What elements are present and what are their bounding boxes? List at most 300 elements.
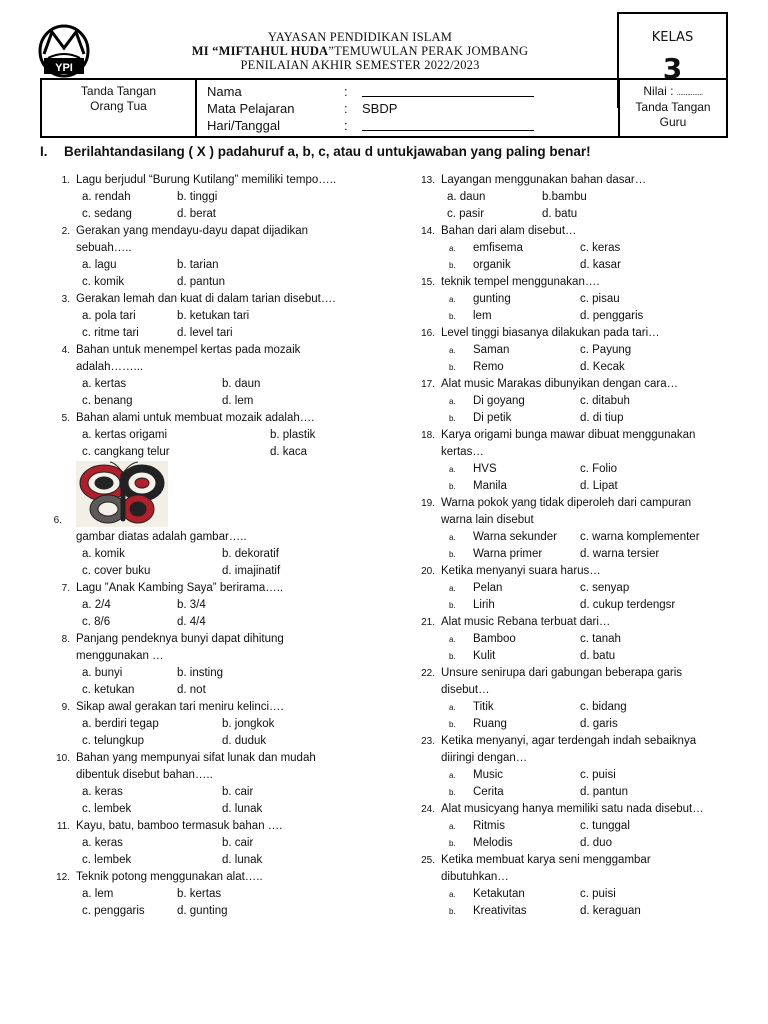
option-a[interactable]: [449, 240, 523, 257]
option-d[interactable]: d. not: [177, 684, 206, 696]
question-number: 7.: [61, 583, 70, 594]
question-15: [405, 274, 735, 325]
option-d[interactable]: d. garis: [580, 718, 618, 730]
option-letter: b.: [449, 312, 456, 321]
question-number: 5.: [61, 413, 70, 424]
option-text: Pelan: [473, 582, 503, 594]
options-row: [40, 427, 392, 444]
options-row: [405, 189, 735, 206]
option-c[interactable]: c. telungkup: [82, 735, 145, 747]
question-text-line: [40, 223, 392, 240]
option-c[interactable]: c. ritme tari: [82, 327, 139, 339]
question-text-line: [405, 852, 735, 869]
question-14: [405, 223, 735, 274]
options-row: [405, 580, 735, 597]
option-text: organik: [473, 259, 511, 271]
question-number: 1.: [61, 175, 70, 186]
nilai-field[interactable]: ...............: [676, 88, 703, 97]
option-text: Di petik: [473, 412, 512, 424]
instruction: [40, 144, 740, 159]
option-letter: a.: [449, 822, 456, 831]
question-number: 12.: [56, 872, 70, 883]
option-a[interactable]: [449, 886, 525, 903]
option-b[interactable]: [449, 835, 513, 852]
option-d[interactable]: d. lunak: [222, 803, 263, 815]
option-a[interactable]: [449, 631, 516, 648]
options-row: [40, 784, 392, 801]
question-17: [405, 376, 735, 427]
question-text: adalah……...: [76, 361, 144, 373]
option-text: Manila: [473, 480, 507, 492]
option-d[interactable]: d. di tiup: [580, 412, 624, 424]
question-text: Alat music Marakas dibunyikan dengan cara…: [441, 378, 679, 390]
question-text: Bahan dari alam disebut…: [441, 225, 577, 237]
options-row: [405, 546, 735, 563]
option-a[interactable]: a. keras: [82, 786, 123, 798]
option-c[interactable]: c. cangkang telur: [82, 446, 170, 458]
question-text-line: [40, 359, 392, 376]
option-letter: b.: [449, 482, 456, 491]
option-d[interactable]: d. batu: [580, 650, 616, 662]
option-d[interactable]: d. batu: [542, 208, 578, 220]
option-b[interactable]: b. insting: [177, 667, 224, 679]
question-text: Unsure senirupa dari gabungan beberapa garis: [441, 667, 683, 679]
option-d[interactable]: d. duduk: [222, 735, 267, 747]
option-c[interactable]: c. puisi: [580, 769, 616, 781]
school-name-line: [100, 44, 620, 58]
question-text: Warna pokok yang tidak diperoleh dari campuran: [441, 497, 692, 509]
option-letter: a.: [449, 771, 456, 780]
option-c[interactable]: c. Payung: [580, 344, 632, 356]
nama-field[interactable]: [362, 96, 534, 97]
question-4: [40, 342, 392, 410]
option-c[interactable]: c. senyap: [580, 582, 630, 594]
student-details-cell: [197, 80, 620, 136]
option-a[interactable]: a. kertas: [82, 378, 127, 390]
question-number: 2.: [61, 226, 70, 237]
question-number: 23.: [421, 736, 435, 747]
hari-colon: :: [344, 118, 348, 133]
mapel-colon: :: [344, 101, 348, 116]
option-text: Music: [473, 769, 504, 781]
option-letter: b.: [449, 601, 456, 610]
option-c[interactable]: c. cover buku: [82, 565, 151, 577]
option-text: Ritmis: [473, 820, 505, 832]
question-16: [405, 325, 735, 376]
option-a[interactable]: [449, 529, 557, 546]
option-letter: b.: [449, 363, 456, 372]
option-b[interactable]: [449, 410, 511, 427]
question-text-line: [40, 767, 392, 784]
option-a[interactable]: [449, 580, 502, 597]
question-text-line: [405, 733, 735, 750]
option-a[interactable]: [449, 342, 509, 359]
question-text-line: [40, 648, 392, 665]
option-a[interactable]: a. kertas origami: [82, 429, 168, 441]
option-text: Kreativitas: [473, 905, 527, 917]
question-text: warna lain disebut: [441, 514, 534, 526]
option-letter: b.: [449, 550, 456, 559]
options-row: [40, 886, 392, 903]
option-text: Kulit: [473, 650, 496, 662]
option-a[interactable]: [449, 291, 511, 308]
option-a[interactable]: [449, 461, 497, 478]
question-12: [40, 869, 392, 920]
question-number: 11.: [56, 821, 70, 832]
options-row: [405, 291, 735, 308]
question-8: [40, 631, 392, 699]
question-text-line: [405, 665, 735, 682]
question-text: Lagu berjudul “Burung Kutilang” memiliki tempo…..: [76, 174, 337, 186]
question-text-line: [40, 750, 392, 767]
question-text-line: [405, 325, 735, 342]
option-letter: b.: [449, 788, 456, 797]
question-text: Karya origami bunga mawar dibuat menggunakan: [441, 429, 696, 441]
question-number: 25.: [421, 855, 435, 866]
options-row: [40, 274, 392, 291]
question-number: 4.: [61, 345, 70, 356]
option-text: Ruang: [473, 718, 507, 730]
question-text-line: [40, 818, 392, 835]
option-c[interactable]: c. penggaris: [82, 905, 145, 917]
options-row: [40, 189, 392, 206]
option-d[interactable]: d. Lipat: [580, 480, 618, 492]
question-24: [405, 801, 735, 852]
question-text: teknik tempel menggunakan….: [441, 276, 600, 288]
option-a[interactable]: [449, 767, 503, 784]
option-b[interactable]: [449, 257, 511, 274]
question-text: Teknik potong menggunakan alat…..: [76, 871, 263, 883]
option-letter: a.: [449, 295, 456, 304]
option-b[interactable]: b. tarian: [177, 259, 219, 271]
option-b[interactable]: b. plastik: [270, 429, 316, 441]
option-text: gunting: [473, 293, 511, 305]
option-b[interactable]: b. cair: [222, 837, 254, 849]
option-c[interactable]: c. tunggal: [580, 820, 630, 832]
options-row: [40, 852, 392, 869]
question-text: menggunakan …: [76, 650, 164, 662]
question-text-line: [405, 376, 735, 393]
option-d[interactable]: d. 4/4: [177, 616, 206, 628]
option-d[interactable]: d. lunak: [222, 854, 263, 866]
question-text-line: [405, 614, 735, 631]
question-text-line: [40, 869, 392, 886]
option-a[interactable]: [449, 699, 494, 716]
parent-signature-label: Tanda Tangan: [80, 84, 157, 98]
question-6: [40, 461, 392, 580]
option-c[interactable]: c. sedang: [82, 208, 132, 220]
question-number: 22.: [421, 668, 435, 679]
option-c[interactable]: c. lembek: [82, 803, 132, 815]
option-b[interactable]: [449, 784, 504, 801]
score-cell: [620, 80, 726, 136]
option-a[interactable]: [449, 393, 525, 410]
option-letter: b.: [449, 414, 456, 423]
question-text-line: [405, 869, 735, 886]
option-b[interactable]: b. daun: [222, 378, 261, 390]
options-row: [40, 376, 392, 393]
option-d[interactable]: d. penggaris: [580, 310, 644, 322]
options-row: [40, 546, 392, 563]
options-row: [405, 410, 735, 427]
question-text-line: [405, 563, 735, 580]
question-11: [40, 818, 392, 869]
foundation-name: YAYASAN PENDIDIKAN ISLAM: [267, 30, 453, 44]
option-letter: a.: [449, 584, 456, 593]
question-text: Gerakan lemah dan kuat di dalam tarian disebut….: [76, 293, 336, 305]
option-d[interactable]: d. warna tersier: [580, 548, 660, 560]
option-b[interactable]: [449, 308, 492, 325]
option-b[interactable]: b.bambu: [542, 191, 587, 203]
question-text-line: [405, 750, 735, 767]
options-row: [40, 665, 392, 682]
question-number: 8.: [61, 634, 70, 645]
hari-label: Hari/Tanggal: [207, 118, 280, 133]
question-text-line: [40, 529, 392, 546]
options-row: [405, 903, 735, 920]
options-row: [40, 835, 392, 852]
option-c[interactable]: c. pisau: [580, 293, 620, 305]
option-b[interactable]: [449, 597, 495, 614]
option-b[interactable]: b. cair: [222, 786, 254, 798]
option-d[interactable]: d. level tari: [177, 327, 233, 339]
question-text-line: [405, 444, 735, 461]
options-row: [405, 886, 735, 903]
options-row: [40, 444, 392, 461]
option-d[interactable]: d. lem: [222, 395, 254, 407]
option-c[interactable]: c. bidang: [580, 701, 627, 713]
option-letter: b.: [449, 839, 456, 848]
question-text: disebut…: [441, 684, 490, 696]
option-a[interactable]: a. pola tari: [82, 310, 136, 322]
question-2: [40, 223, 392, 291]
question-number: 18.: [421, 430, 435, 441]
question-text: kertas…: [441, 446, 484, 458]
option-a[interactable]: a. 2/4: [82, 599, 111, 611]
option-b[interactable]: b. jongkok: [222, 718, 275, 730]
option-c[interactable]: c. puisi: [580, 888, 616, 900]
options-row: [405, 699, 735, 716]
option-letter: a.: [449, 346, 456, 355]
mapel-row: [207, 101, 607, 118]
options-row: [40, 206, 392, 223]
question-text-line: [40, 631, 392, 648]
option-d[interactable]: d. imajinatif: [222, 565, 281, 577]
nilai-row: [620, 84, 726, 100]
option-d[interactable]: d. pantun: [177, 276, 225, 288]
option-d[interactable]: d. cukup terdengsr: [580, 599, 676, 611]
question-20: [405, 563, 735, 614]
option-c[interactable]: c. tanah: [580, 633, 621, 645]
option-c[interactable]: c. ditabuh: [580, 395, 630, 407]
options-row: [40, 325, 392, 342]
question-text: Sikap awal gerakan tari meniru kelinci….: [76, 701, 284, 713]
options-row: [405, 478, 735, 495]
option-d[interactable]: d. berat: [177, 208, 216, 220]
question-text-line: [40, 172, 392, 189]
option-c[interactable]: c. keras: [580, 242, 621, 254]
option-c[interactable]: c. 8/6: [82, 616, 111, 628]
option-text: Warna sekunder: [473, 531, 557, 543]
questions-left-column: [40, 172, 392, 920]
option-letter: a.: [449, 244, 456, 253]
nama-label: Nama: [207, 84, 242, 99]
option-text: Remo: [473, 361, 504, 373]
question-10: [40, 750, 392, 818]
question-text: dibentuk disebut bahan…..: [76, 769, 213, 781]
question-number: 13.: [421, 175, 435, 186]
question-text: Ketika membuat karya seni menggambar: [441, 854, 651, 866]
question-text: Kayu, batu, bamboo termasuk bahan ….: [76, 820, 283, 832]
option-c[interactable]: c. Folio: [580, 463, 618, 475]
option-d[interactable]: d. duo: [580, 837, 612, 849]
question-22: [405, 665, 735, 733]
options-row: [405, 648, 735, 665]
option-c[interactable]: c. lembek: [82, 854, 132, 866]
option-b[interactable]: [449, 716, 507, 733]
question-number: 16.: [421, 328, 435, 339]
option-a[interactable]: a. daun: [447, 191, 486, 203]
question-text: gambar diatas adalah gambar…..: [76, 531, 247, 543]
option-b[interactable]: [449, 648, 495, 665]
question-text: Bahan yang mempunyai sifat lunak dan mudah: [76, 752, 316, 764]
question-number: 3.: [61, 294, 70, 305]
question-text: Bahan untuk menempel kertas pada mozaik: [76, 344, 301, 356]
option-text: Lirih: [473, 599, 495, 611]
option-a[interactable]: a. komik: [82, 548, 125, 560]
options-row: [40, 903, 392, 920]
options-row: [40, 597, 392, 614]
options-row: [40, 614, 392, 631]
option-b[interactable]: b. tinggi: [177, 191, 218, 203]
kelas-label: KELAS: [651, 30, 694, 45]
teacher-signature-label: Tanda Tangan: [635, 100, 711, 114]
question-text: Panjang pendeknya bunyi dapat dihitung: [76, 633, 284, 645]
option-a[interactable]: a. berdiri tegap: [82, 718, 159, 730]
option-b[interactable]: [449, 478, 507, 495]
option-a[interactable]: a. lagu: [82, 259, 117, 271]
school-header: [100, 30, 620, 72]
question-text: Gerakan yang mendayu-dayu dapat dijadikan: [76, 225, 309, 237]
options-row: [405, 784, 735, 801]
options-row: [40, 801, 392, 818]
kelas-value: 3: [662, 52, 683, 85]
option-d[interactable]: d. kaca: [270, 446, 308, 458]
option-c[interactable]: c. pasir: [447, 208, 485, 220]
options-row: [405, 529, 735, 546]
question-text-line: [40, 291, 392, 308]
option-text: lem: [473, 310, 492, 322]
option-d[interactable]: d. gunting: [177, 905, 228, 917]
question-18: [405, 427, 735, 495]
option-d[interactable]: d. kasar: [580, 259, 621, 271]
option-b[interactable]: [449, 546, 542, 563]
question-text: Layangan menggunakan bahan dasar…: [441, 174, 647, 186]
nilai-label: Nilai :: [643, 84, 674, 98]
exam-title: PENILAIAN AKHIR SEMESTER 2022/2023: [240, 58, 480, 72]
options-row: [40, 257, 392, 274]
option-a[interactable]: a. lem: [82, 888, 114, 900]
question-text: Ketika menyanyi, agar terdengah indah sebaiknya: [441, 735, 697, 747]
question-text: diiringi dengan…: [441, 752, 528, 764]
question-text-line: [405, 427, 735, 444]
option-c[interactable]: c. benang: [82, 395, 133, 407]
option-letter: b.: [449, 652, 456, 661]
mapel-value: SBDP: [362, 101, 398, 116]
option-b[interactable]: [449, 359, 504, 376]
hari-field[interactable]: [362, 130, 534, 131]
question-number: 14.: [421, 226, 435, 237]
options-row: [405, 206, 735, 223]
option-a[interactable]: a. rendah: [82, 191, 131, 203]
question-text-line: [405, 801, 735, 818]
options-row: [405, 359, 735, 376]
question-text-line: [405, 172, 735, 189]
question-5: [40, 410, 392, 461]
question-text: dibutuhkan…: [441, 871, 509, 883]
options-row: [40, 563, 392, 580]
question-text-line: [405, 223, 735, 240]
options-row: [405, 835, 735, 852]
option-c[interactable]: c. warna komplementer: [580, 531, 700, 543]
option-b[interactable]: b. 3/4: [177, 599, 206, 611]
option-text: Melodis: [473, 837, 513, 849]
question-21: [405, 614, 735, 665]
option-text: Warna primer: [473, 548, 543, 560]
question-text: Ketika menyanyi suara harus…: [441, 565, 601, 577]
mapel-label: Mata Pelajaran: [207, 101, 295, 116]
question-number: 6.: [53, 515, 62, 526]
question-number: 20.: [421, 566, 435, 577]
school-suffix: ”TEMUWULAN PERAK JOMBANG: [328, 44, 529, 58]
parent-label: Orang Tua: [90, 99, 147, 113]
option-d[interactable]: d. keraguan: [580, 905, 641, 917]
option-b[interactable]: b. ketukan tari: [177, 310, 250, 322]
question-text-line: [40, 699, 392, 716]
question-7: [40, 580, 392, 631]
options-row: [405, 240, 735, 257]
options-row: [40, 733, 392, 750]
options-row: [405, 461, 735, 478]
question-13: [405, 172, 735, 223]
question-number: 9.: [61, 702, 70, 713]
option-c[interactable]: c. ketukan: [82, 684, 135, 696]
question-19: [405, 495, 735, 563]
question-25: [405, 852, 735, 920]
options-row: [40, 716, 392, 733]
options-row: [405, 597, 735, 614]
question-number: 24.: [421, 804, 435, 815]
option-b[interactable]: b. kertas: [177, 888, 222, 900]
question-text: Lagu ”Anak Kambing Saya” berirama…..: [76, 582, 284, 594]
option-b[interactable]: b. dekoratif: [222, 548, 279, 560]
parent-signature-cell: [42, 80, 197, 136]
option-b[interactable]: [449, 903, 527, 920]
options-row: [405, 342, 735, 359]
question-number: 21.: [421, 617, 435, 628]
question-text: Alat musicyang hanya memiliki satu nada disebut…: [441, 803, 704, 815]
option-text: Ketakutan: [473, 888, 525, 900]
option-d[interactable]: d. Kecak: [580, 361, 625, 373]
option-c[interactable]: c. komik: [82, 276, 125, 288]
option-d[interactable]: d. pantun: [580, 786, 628, 798]
question-1: [40, 172, 392, 223]
option-a[interactable]: a. keras: [82, 837, 123, 849]
option-a[interactable]: a. bunyi: [82, 667, 123, 679]
option-letter: a.: [449, 397, 456, 406]
option-a[interactable]: [449, 818, 505, 835]
option-text: Di goyang: [473, 395, 525, 407]
